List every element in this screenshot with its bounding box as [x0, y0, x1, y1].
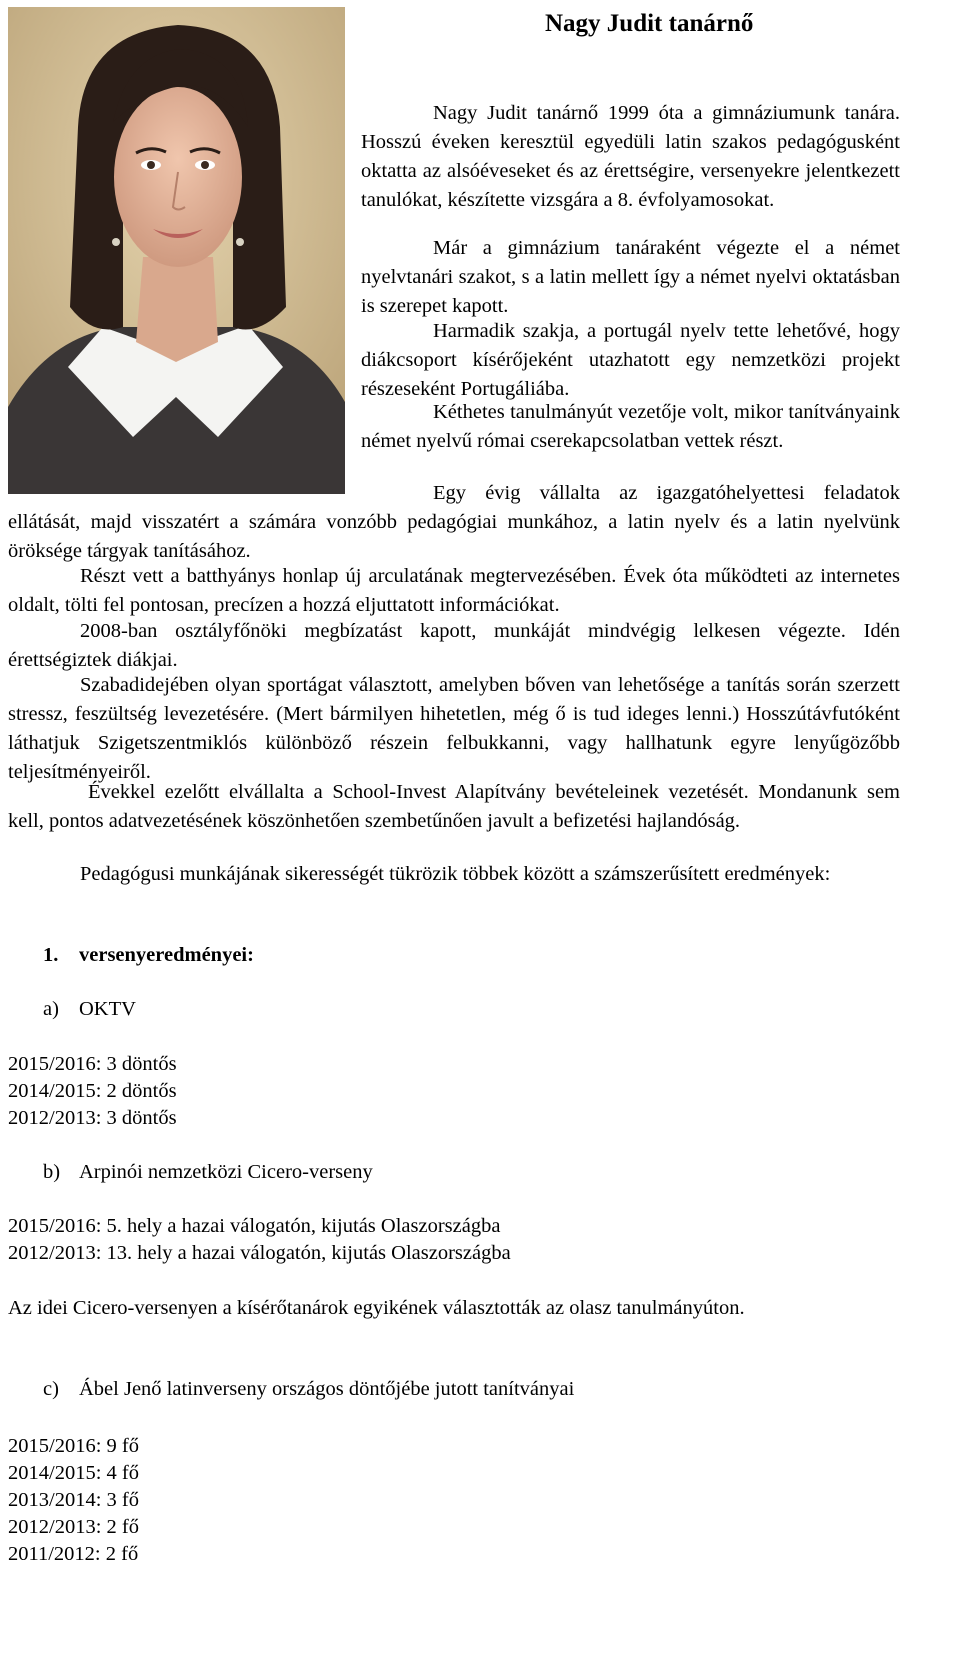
- subsection-c-label: Ábel Jenő latinverseny országos döntőjébe jutott tanítványai: [79, 1378, 575, 1400]
- subsection-a-marker: a): [43, 998, 59, 1020]
- paragraph-study-trip-text: Kéthetes tanulmányút vezetője volt, mikor tanítványaink német nyelvű római cserekapcsolatban vettek részt.: [361, 401, 900, 452]
- paragraph-german: [361, 234, 900, 321]
- portrait-photo: [8, 7, 345, 494]
- list-item: 2015/2016: 9 fő: [8, 1435, 139, 1457]
- subsection-c-heading: [43, 1375, 574, 1404]
- subsection-a-heading: [43, 995, 136, 1024]
- paragraph-german-text: Már a gimnázium tanáraként végezte el a német nyelvtanári szakot, s a latin mellett így a német nyelvi oktatásban is szerepet kapott.: [361, 237, 900, 317]
- paragraph-results-intro: [8, 860, 900, 889]
- paragraph-results-intro-text: Pedagógusi munkájának sikerességét tükrözik többek között a számszerűsített eredmények:: [80, 863, 831, 885]
- paragraph-sport-text: Szabadidejében olyan sportágat választott, amelyben bőven van lehetősége a tanítás során szerzett stressz, feszültség levezetésére. (Mert bármilyen hihetetlen, még ő is tud ideges lenni.) Hosszútávfutóként láthatjuk Szigetszentmiklós különböző részein felbukkanni, vagy hallhatunk egyre lenyűgözőbb teljesítményeiről.: [8, 674, 900, 783]
- paragraph-intro: [361, 99, 900, 215]
- paragraph-study-trip: [361, 398, 900, 456]
- subsection-b-note: Az idei Cicero-versenyen a kísérőtanárok egyikének választották az olasz tanulmányúton.: [8, 1297, 745, 1319]
- subsection-b-heading: [43, 1158, 373, 1187]
- subsection-c-marker: c): [43, 1378, 59, 1400]
- list-item: 2012/2013: 2 fő: [8, 1516, 139, 1538]
- subsection-b-label: Arpinói nemzetközi Cicero-verseny: [79, 1161, 373, 1183]
- list-item: 2012/2013: 3 döntős: [8, 1107, 177, 1129]
- list-item: 2014/2015: 2 döntős: [8, 1080, 177, 1102]
- list-item: 2015/2016: 5. hely a hazai válogatón, kijutás Olaszországba: [8, 1215, 501, 1237]
- paragraph-class-teacher: [8, 617, 900, 675]
- list-item: 2012/2013: 13. hely a hazai válogatón, kijutás Olaszországba: [8, 1242, 511, 1264]
- paragraph-website-text: Részt vett a batthyánys honlap új arculatának megtervezésében. Évek óta működteti az internetes oldalt, tölti fel pontosan, precízen a hozzá eljuttatott információkat.: [8, 565, 900, 616]
- list-item: 2014/2015: 4 fő: [8, 1462, 139, 1484]
- paragraph-class-teacher-text: 2008-ban osztályfőnöki megbízatást kapott, munkáját mindvégig lelkesen végezte. Idén érettségiztek diákjai.: [8, 620, 900, 671]
- paragraph-intro-text: Nagy Judit tanárnő 1999 óta a gimnáziumunk tanára. Hosszú éveken keresztül egyedüli latin szakos pedagógusként oktatta az alsóéveseket és az érettségire, versenyekre jelentkezett tanulókat, készítette vizsgára a 8. évfolyamosokat.: [361, 102, 900, 211]
- list-item: 2015/2016: 3 döntős: [8, 1053, 177, 1075]
- paragraph-website: [8, 562, 900, 620]
- list-item: 2011/2012: 2 fő: [8, 1543, 139, 1565]
- paragraph-deputy-text: Egy évig vállalta az igazgatóhelyettesi feladatok ellátását, majd visszatért a számára vonzóbb pedagógiai munkához, a latin nyelv és a latin nyelvünk öröksége tárgyak tanításához.: [8, 482, 900, 562]
- paragraph-foundation: [8, 778, 900, 836]
- paragraph-deputy: [8, 479, 900, 566]
- subsection-b-marker: b): [43, 1161, 61, 1183]
- paragraph-portuguese: [361, 317, 900, 404]
- paragraph-foundation-text: Évekkel ezelőtt elvállalta a School-Invest Alapítvány bevételeinek vezetését. Mondanunk sem kell, pontos adatvezetésének köszönhetően szembetűnően javult a befizetési hajlandóság.: [8, 781, 900, 832]
- portrait-illustration: [8, 7, 345, 494]
- section-heading-text: versenyeredményei:: [79, 944, 254, 966]
- paragraph-sport: [8, 671, 900, 787]
- paragraph-portuguese-text: Harmadik szakja, a portugál nyelv tette lehetővé, hogy diákcsoport kísérőjeként utazhatott egy nemzetközi projekt részeseként Portugáliába.: [361, 320, 900, 400]
- section-heading: [43, 941, 254, 970]
- page-title: Nagy Judit tanárnő: [545, 10, 754, 37]
- section-number: 1.: [43, 944, 59, 966]
- list-item: 2013/2014: 3 fő: [8, 1489, 139, 1511]
- subsection-a-label: OKTV: [79, 998, 136, 1020]
